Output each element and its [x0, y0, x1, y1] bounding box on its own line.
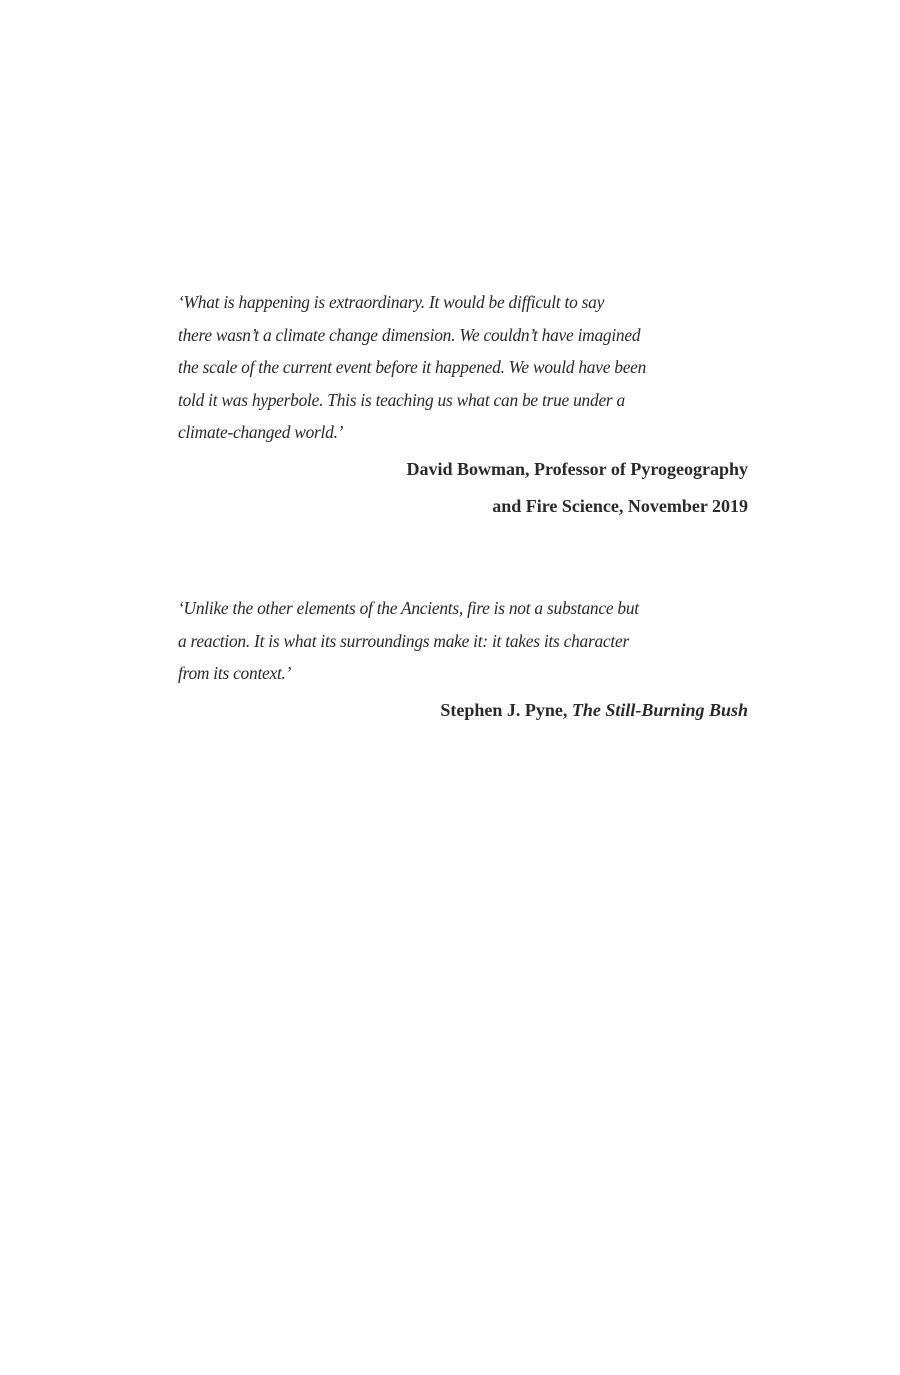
quote-line: the scale of the current event before it happened. We would have been	[178, 357, 647, 377]
quote-line: there wasn’t a climate change dimension. We couldn’t have imagined	[178, 324, 641, 345]
attribution-line: and Fire Science, November 2019	[492, 495, 748, 516]
attribution-line	[178, 692, 748, 729]
epigraph-attribution	[178, 692, 748, 729]
quote-line: climate-changed world.’	[178, 422, 344, 442]
quote-line: ‘What is happening is extraordinary. It would be difficult to say	[178, 292, 605, 312]
epigraph-quote	[178, 592, 748, 690]
quote-line: ‘Unlike the other elements of the Ancients, fire is not a substance but	[178, 598, 639, 618]
attribution-line: David Bowman, Professor of Pyrogeography	[406, 458, 748, 479]
epigraph-quote	[178, 286, 748, 449]
epigraph-attribution	[178, 451, 748, 525]
attribution-book-title: The Still-Burning Bush	[571, 699, 748, 720]
epigraph-bowman	[178, 286, 748, 525]
quote-line: from its context.’	[178, 663, 292, 683]
quote-line: a reaction. It is what its surroundings make it: it takes its character	[178, 630, 629, 651]
attribution-author: Stephen J. Pyne,	[440, 699, 572, 720]
quote-line: told it was hyperbole. This is teaching us what can be true under a	[178, 389, 625, 410]
epigraph-pyne	[178, 592, 748, 729]
